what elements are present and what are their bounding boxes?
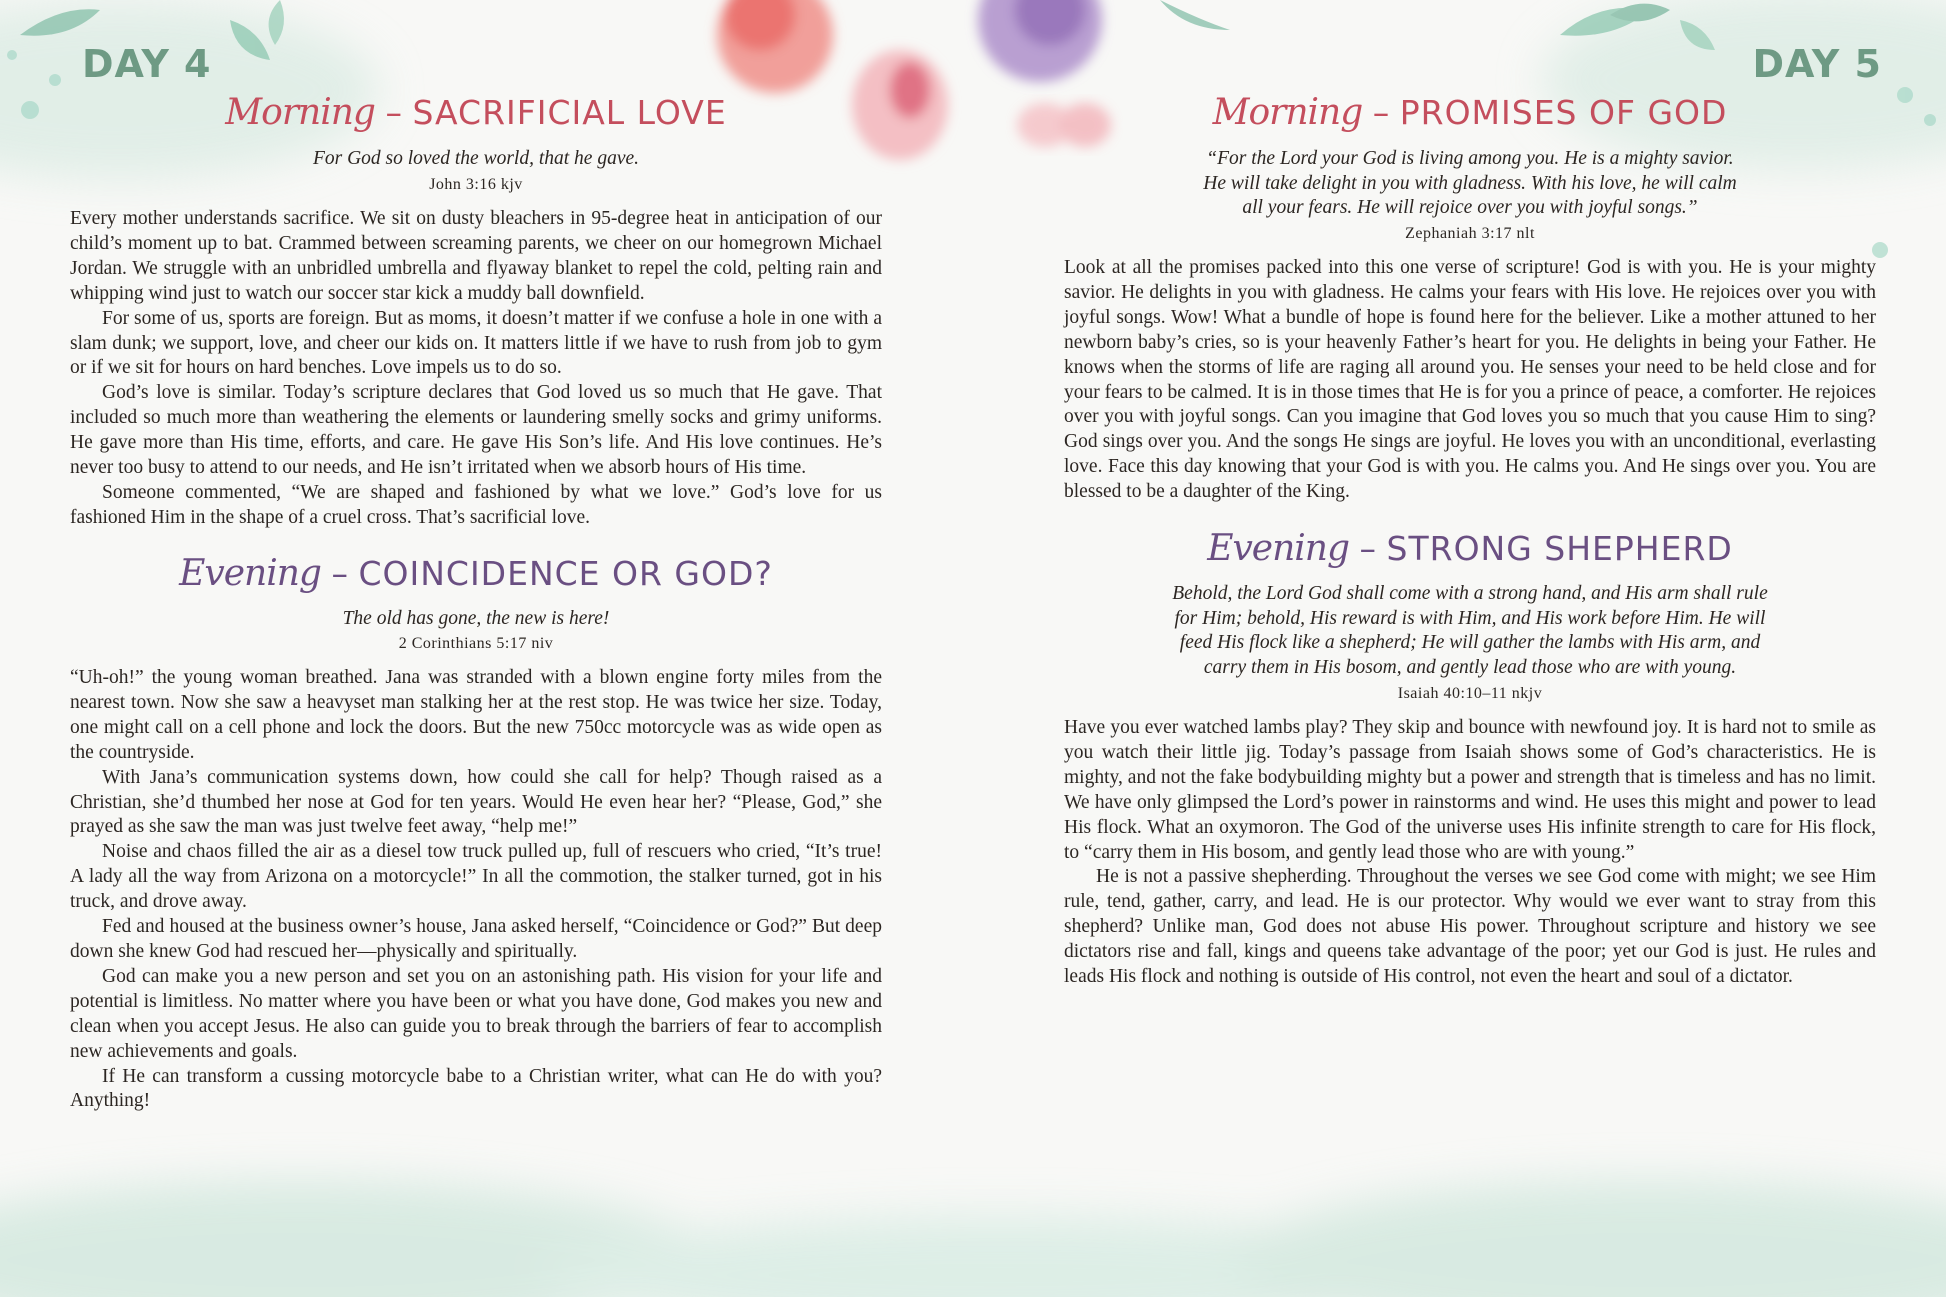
- heading-title: STRONG SHEPHERD: [1386, 529, 1733, 568]
- verse: The old has gone, the new is here!: [342, 608, 610, 629]
- verse-line: all your fears. He will rejoice over you with joyful songs.”: [1242, 197, 1698, 218]
- paragraph: Someone commented, “We are shaped and fashioned by what we love.” God’s love for us fashioned Him in the shape of a cruel cross. That’s sacrificial love.: [70, 481, 882, 528]
- verse-line: Behold, the Lord God shall come with a strong hand, and His arm shall rule: [1172, 583, 1768, 604]
- paragraph: He is not a passive shepherding. Throughout the verses we see God come with might; we see Him rule, tend, gather, carry, and lead. He is our protector. Why would we ever want to stray from this shepherd? Unlike man, God does not abuse His power. Throughout scripture and history we see dictators rise and fall, kings and queens take advantage of the poor; yet our God is just. He rules and leads His flock and nothing is outside of His control, not even the heart and soul of a dictator.: [1064, 866, 1876, 988]
- morning-heading: [70, 92, 882, 134]
- heading-dash: –: [320, 554, 359, 593]
- heading-title: PROMISES OF GOD: [1399, 93, 1728, 132]
- heading-dash: –: [374, 93, 413, 132]
- heading-script: Evening: [1207, 528, 1350, 569]
- paragraph: If He can transform a cussing motorcycle babe to a Christian writer, what can He do with you? Anything!: [70, 1065, 882, 1112]
- heading-dash: –: [1349, 529, 1387, 568]
- devotional-body: [70, 207, 882, 531]
- verse-reference: Zephaniah 3:17 nlt: [1405, 225, 1535, 242]
- verse: For God so loved the world, that he gave.: [312, 148, 640, 169]
- verse-line: He will take delight in you with gladness. With his love, he will calm: [1203, 172, 1737, 194]
- heading-script: Morning: [1212, 92, 1363, 133]
- verse-line: for Him; behold, His reward is with Him, and His work before Him. He will: [1174, 607, 1766, 629]
- paragraph: God can make you a new person and set you on an astonishing path. His vision for your life and potential is limitless. No matter where you have been or what you have done, God makes you new and clean when you accept Jesus. He also can guide you to break through the barriers of fear to accomplish new achievements and goals.: [70, 965, 882, 1062]
- paragraph: Fed and housed at the business owner’s house, Jana asked herself, “Coincidence or God?” But deep down she knew God had rescued her—physically and spiritually.: [70, 916, 882, 962]
- evening-heading: [70, 553, 882, 595]
- paragraph: Noise and chaos filled the air as a diesel tow truck pulled up, full of rescuers who cried, “It’s true! A lady all the way from Arizona on a motorcycle!” In all the commotion, the stalker turned, got in his truck, and drove away.: [70, 841, 882, 913]
- devotional-body: [1064, 716, 1876, 990]
- morning-heading: [1064, 92, 1876, 134]
- paragraph: “Uh-oh!” the young woman breathed. Jana was stranded with a blown engine forty miles from the nearest town. Now she saw a heavyset man stalking her at the rest stop. He was twice her size. Today, one might call on a cell phone and lock the doors. But the new 750cc motorcycle was as wide open as the countryside.: [70, 667, 882, 763]
- verse-line: “For the Lord your God is living among you. He is a mighty savior.: [1206, 148, 1734, 169]
- devotional-body: [1064, 256, 1876, 505]
- paragraph: For some of us, sports are foreign. But as moms, it doesn’t matter if we confuse a hole in one with a slam dunk; we support, love, and cheer our kids on. It matters little if we have to rush from job to gym or if we sit for hours on hard benches. Love impels us to do so.: [70, 307, 882, 379]
- paragraph: With Jana’s communication systems down, how could she call for help? Though raised as a Christian, she’d thumbed her nose at God for ten years. Would He even hear her? “Please, God,” she prayed as she saw the man was just twelve feet away, “help me!”: [70, 766, 882, 838]
- heading-title: COINCIDENCE OR GOD?: [358, 554, 773, 593]
- paragraph: God’s love is similar. Today’s scripture declares that God loved us so much that He gave. That included so much more than weathering the elements or laundering smelly socks and grimy uniforms. He gave more than His time, efforts, and care. He gave His Son’s life. And His love continues. He’s never too busy to attend to our needs, and He isn’t irritated when we absorb hours of His time.: [70, 382, 882, 479]
- day-label: DAY 4: [82, 42, 212, 86]
- verse-reference: Isaiah 40:10–11 nkjv: [1397, 685, 1543, 702]
- verse: [1064, 147, 1876, 221]
- verse-reference: John 3:16 kjv: [429, 176, 523, 193]
- heading-script: Evening: [179, 553, 321, 594]
- heading-script: Morning: [225, 92, 375, 133]
- verse-line: feed His flock like a shepherd; He will gather the lambs with His arm, and: [1179, 632, 1761, 653]
- paragraph: Look at all the promises packed into this one verse of scripture! God is with you. He is your mighty savior. He delights in you with gladness. He calms your fears with His love. He rejoices over you with joyful songs. Wow! What a bundle of hope is found here for the believer. Like a mother attuned to her newborn baby’s cries, so is your heavenly Father’s heart for you. He delights in being your Father. He knows when the storms of life are raging all around you. He senses your need to be held close and for your fears to be calmed. It is in those times that He is for you a prince of peace, a comforter. He rejoices over you with joyful songs. Can you imagine that God loves you so much that you cause Him to sing? God sings over you. And the songs He sings are joyful. He loves you with an unconditional, everlasting love. Face this day knowing that your God is with you. He calms you. And He sings over you. You are blessed to be a daughter of the King.: [1064, 257, 1876, 503]
- heading-title: SACRIFICIAL LOVE: [412, 93, 727, 132]
- evening-heading: [1064, 528, 1876, 570]
- verse-line: carry them in His bosom, and gently lead those who are with young.: [1203, 656, 1737, 678]
- verse: [1064, 582, 1876, 680]
- verse-reference: 2 Corinthians 5:17 niv: [398, 635, 554, 652]
- paragraph: Every mother understands sacrifice. We sit on dusty bleachers in 95-degree heat in anticipation of our child’s moment up to bat. Crammed between screaming parents, we cheer on our homegrown Michael Jordan. We struggle with an unbridled umbrella and flyaway blanket to repel the cold, pelting rain and whipping wind just to watch our soccer star kick a muddy ball downfield.: [70, 208, 882, 304]
- devotional-body: [70, 666, 882, 1114]
- heading-dash: –: [1362, 93, 1400, 132]
- paragraph: Have you ever watched lambs play? They skip and bounce with newfound joy. It is hard not to smile as you watch their little jig. Today’s passage from Isaiah shows some of God’s characteristics. He is mighty, and not the fake bodybuilding mighty but a power and strength that is timeless and has no limit. We have only glimpsed the Lord’s power in rainstorms and wind. He uses this might and power to lead His flock. What an oxymoron. The God of the universe uses His infinite strength to care for His flock, to “carry them in His bosom, and gently lead those who are with young.”: [1064, 717, 1876, 863]
- day-label: DAY 5: [1752, 42, 1882, 86]
